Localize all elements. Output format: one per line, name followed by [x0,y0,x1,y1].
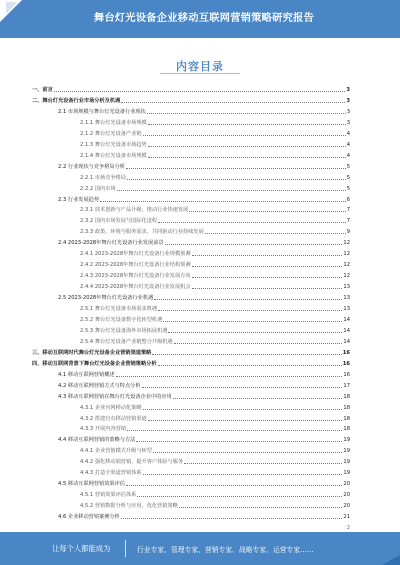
toc-entry-label: 2.1.2 舞台灯光设备产业链 [80,130,142,137]
toc-entry[interactable] [80,272,350,279]
toc-entry-page: 13 [343,295,350,302]
toc-entry-page: 4 [346,141,350,148]
toc-entry-label: 4.6 企业移动营销案例分析 [58,514,120,521]
toc-entry[interactable] [32,97,350,104]
toc-entry[interactable] [80,425,350,432]
footer-slogan: 让每个人都能成为 [52,544,111,553]
toc-entry-page: 19 [343,448,350,455]
toc-entry[interactable] [58,196,350,203]
toc-leader-dots [192,288,343,289]
toc-entry-page: 5 [346,174,350,181]
toc-leader-dots [143,135,346,136]
toc-entry[interactable] [80,404,350,411]
toc-leader-dots [100,201,346,202]
toc-entry[interactable] [32,86,350,93]
toc-leader-dots [163,321,342,322]
toc-entry[interactable] [80,458,350,465]
toc-leader-dots [148,420,343,421]
toc-entry-label: 2.2.1 市场竞争格局 [80,174,126,181]
toc-entry-label: 2.4.2 2023-2028年舞台灯光设备行业结构预测 [80,262,191,269]
toc-entry-label: 四、移动互联网背景下舞台灯光设备企业营销策略分析 [32,360,157,367]
toc-leader-dots [192,277,343,278]
toc-leader-dots [148,146,346,147]
toc-leader-dots [143,409,343,410]
toc-leader-dots [136,441,342,442]
toc-leader-dots [116,376,343,377]
toc-entry[interactable] [80,327,350,334]
toc-entry-page: 3 [346,87,350,93]
toc-entry[interactable] [80,185,350,192]
toc-entry-label: 2.3.1 技术创新与产品升级，推动行业快速发展 [80,207,189,214]
toc-entry[interactable] [58,480,350,487]
footer-tagline: 行业专家、管理专家、营销专家、战略专家、运营专家…… [137,546,314,554]
toc-entry-page: 18 [343,393,350,400]
toc-entry-label: 4.5.1 营销效果评估体系 [80,492,137,499]
toc-leader-dots [147,113,346,114]
toc-leader-dots [173,398,343,399]
toc-leader-dots [126,485,342,486]
toc-leader-dots [158,365,342,366]
toc-entry-page: 4 [346,130,350,137]
toc-entry-label: 二、舞台灯光设备行业市场分析及机遇 [32,97,121,104]
toc-entry-page: 16 [342,349,350,356]
toc-heading-divider [160,73,240,74]
toc-entry-page: 14 [343,327,350,334]
toc-entry-page: 18 [343,415,350,422]
corner-mark-inner-icon [6,2,18,14]
toc-entry-page: 12 [343,273,350,280]
toc-entry-label: 2.3.3 政策、环境与服务需求，共同驱动行业持续发展 [80,229,204,236]
document-title: 舞台灯光设备企业移动互联网营销策略研究报告 [93,13,315,24]
toc-entry-label: 4.4.1 企业营销模式升级与转型 [80,448,152,455]
toc-entry-label: 2.5 2023-2028年舞台灯光设备行业机遇 [58,295,154,302]
toc-leader-dots [192,255,343,256]
toc-entry-label: 2.3.2 国内市场发展与国际化进程 [80,218,158,225]
toc-entry[interactable] [58,239,350,246]
toc-entry-page: 13 [343,306,350,312]
toc-leader-dots [205,233,346,234]
toc-entry-label: 4.1 移动互联网营销概述 [58,371,115,378]
toc-entry-page: 18 [343,404,350,411]
toc-entry-label: 2.1.3 舞台灯光设备市场趋势 [80,141,147,148]
toc-entry[interactable] [80,491,350,498]
toc-leader-dots [153,452,342,453]
toc-entry[interactable] [80,502,350,509]
toc-entry[interactable] [80,206,350,213]
toc-leader-dots [142,387,343,388]
toc-entry-page: 14 [343,338,350,345]
toc-entry[interactable] [80,447,350,454]
toc-entry-page: 6 [346,196,350,203]
footer-corner-mark-icon [382,555,400,565]
toc-entry[interactable] [32,349,350,356]
toc-entry[interactable] [80,305,350,312]
toc-entry-label: 4.5.2 营销数据分析与应用，优化营销策略 [80,503,178,510]
toc-leader-dots [148,157,346,158]
toc-leader-dots [174,343,343,344]
toc-entry-label: 4.3 移动互联网营销在舞台灯光设备企业中的应用 [58,393,172,400]
toc-entry[interactable] [58,436,350,443]
toc-entry-page: 5 [346,163,350,170]
toc-entry[interactable] [80,250,350,257]
page-footer [0,532,400,565]
toc-entry-page: 21 [343,514,350,521]
toc-entry[interactable] [58,393,350,400]
toc-entry[interactable] [80,130,350,137]
toc-entry-page: 19 [343,470,350,477]
toc-leader-dots [168,332,342,333]
toc-entry-page: 12 [343,251,350,258]
toc-entry-label: 4.2 移动互联网营销方式与特点分析 [58,382,141,389]
toc-entry-page: 3 [346,119,350,126]
toc-entry[interactable] [80,152,350,159]
toc-entry-page: 16 [342,360,350,367]
toc-entry-label: 4.4.2 强化移动端营销，提升客户体验与服务 [80,459,184,466]
toc-entry[interactable] [80,316,350,323]
toc-leader-dots [148,124,346,125]
toc-entry[interactable] [58,108,350,115]
toc-leader-dots [158,310,342,311]
toc-leader-dots [117,190,346,191]
toc-entry-label: 4.3.3 开展内容营销 [80,426,126,433]
toc-entry-page: 18 [343,426,350,433]
toc-entry[interactable] [80,283,350,290]
toc-entry-label: 2.1 市场规模与舞台灯光设备行业现状 [58,108,146,115]
toc-entry-label: 2.4 2023-2028年舞台灯光设备行业发展前景 [58,240,164,247]
toc-entry-page: 4 [346,152,350,159]
toc-entry-label: 4.4 移动互联网营销的策略与方法 [58,437,136,444]
toc-leader-dots [137,496,342,497]
toc-entry[interactable] [80,338,350,345]
toc-entry-page: 20 [343,503,350,510]
toc-entry-label: 2.5.4 舞台灯光设备产业链整合升级机遇 [80,338,173,345]
toc-entry-label: 4.3.1 企业官网移动化策略 [80,404,142,411]
page-number: 2 [346,525,350,531]
toc-entry-page: 3 [346,97,350,104]
toc-leader-dots [165,244,343,245]
toc-leader-dots [121,102,345,103]
toc-entry-page: 20 [343,492,350,499]
toc-entry-page: 3 [346,108,350,115]
toc-entry-label: 4.5 移动互联网营销效果评估 [58,481,125,488]
toc-entry-page: 19 [343,459,350,466]
toc-leader-dots [158,222,346,223]
toc-leader-dots [127,179,346,180]
toc-entry-label: 2.1.4 舞台灯光设备市场规模 [80,152,147,159]
toc-entry-page: 16 [343,371,350,378]
toc-leader-dots [189,211,345,212]
toc-leader-dots [126,168,346,169]
toc-entry-label: 2.4.4 2023-2028年舞台灯光设备行业发展机会 [80,284,191,291]
toc-entry-page: 9 [346,229,350,236]
toc-leader-dots [127,430,342,431]
toc-entry[interactable] [58,513,350,520]
toc-entry-label: 2.2 行业现状与竞争格局分析 [58,163,125,170]
toc-entry[interactable] [32,360,350,367]
toc-entry[interactable] [80,228,350,235]
toc-entry[interactable] [58,382,350,389]
toc-entry-label: 2.5.1 舞台灯光设备市场需求机遇 [80,306,158,312]
footer-divider [125,540,126,557]
toc-entry-page: 7 [346,218,350,225]
toc-leader-dots [179,507,343,508]
toc-entry-page: 13 [343,284,350,291]
toc-entry-label: 4.4.3 打造全渠道营销体系 [80,470,142,477]
toc-entry[interactable] [58,163,350,170]
toc-entry-label: 2.5.2 舞台灯光设备数字化转型机遇 [80,316,163,323]
toc-entry-label: 三、移动互联网时代舞台灯光设备企业营销渠道策略 [32,349,152,356]
toc-entry[interactable] [80,415,350,422]
toc-entry[interactable] [80,261,350,268]
toc-entry-page: 12 [343,240,350,247]
toc-entry-label: 2.5.3 舞台灯光设备海外市场拓展机遇 [80,327,168,334]
toc-entry[interactable] [80,217,350,224]
toc-entry-page: 19 [343,437,350,444]
toc-entry-page: 5 [346,185,350,192]
toc-entry[interactable] [80,174,350,181]
toc-entry-label: 2.4.1 2023-2028年舞台灯光设备行业规模预测 [80,251,191,258]
toc-entry-label: 2.2.2 国内市场 [80,185,116,192]
page-header [0,0,400,38]
toc-entry-page: 20 [343,481,350,488]
toc-entry-label: 4.3.2 搭建自有移动营销渠道 [80,415,147,422]
toc-leader-dots [121,518,343,519]
toc-entry-page: 12 [343,262,350,269]
toc-leader-dots [154,299,342,300]
toc-entry[interactable] [80,141,350,148]
toc-entry[interactable] [80,469,350,476]
toc-entry-page: 14 [343,316,350,323]
toc-entry[interactable] [58,294,350,301]
toc-entry-page: 7 [346,207,350,214]
toc-leader-dots [152,354,341,355]
toc-leader-dots [184,463,342,464]
toc-entry-label: 一、前言 [32,87,53,93]
toc-entry-label: 2.1.1 舞台灯光设备市场规模 [80,119,147,126]
toc-leader-dots [143,474,343,475]
toc-entry-label: 2.4.3 2023-2028年舞台灯光设备行业发展方向 [80,273,191,280]
toc-entry[interactable] [80,119,350,126]
toc-leader-dots [54,91,346,92]
toc-entry-label: 2.3 行业发展趋势 [58,196,100,203]
toc-heading: 内容目录 [176,60,224,73]
toc-leader-dots [192,266,343,267]
toc-entry[interactable] [58,371,350,378]
toc-entry-page: 17 [343,382,350,389]
